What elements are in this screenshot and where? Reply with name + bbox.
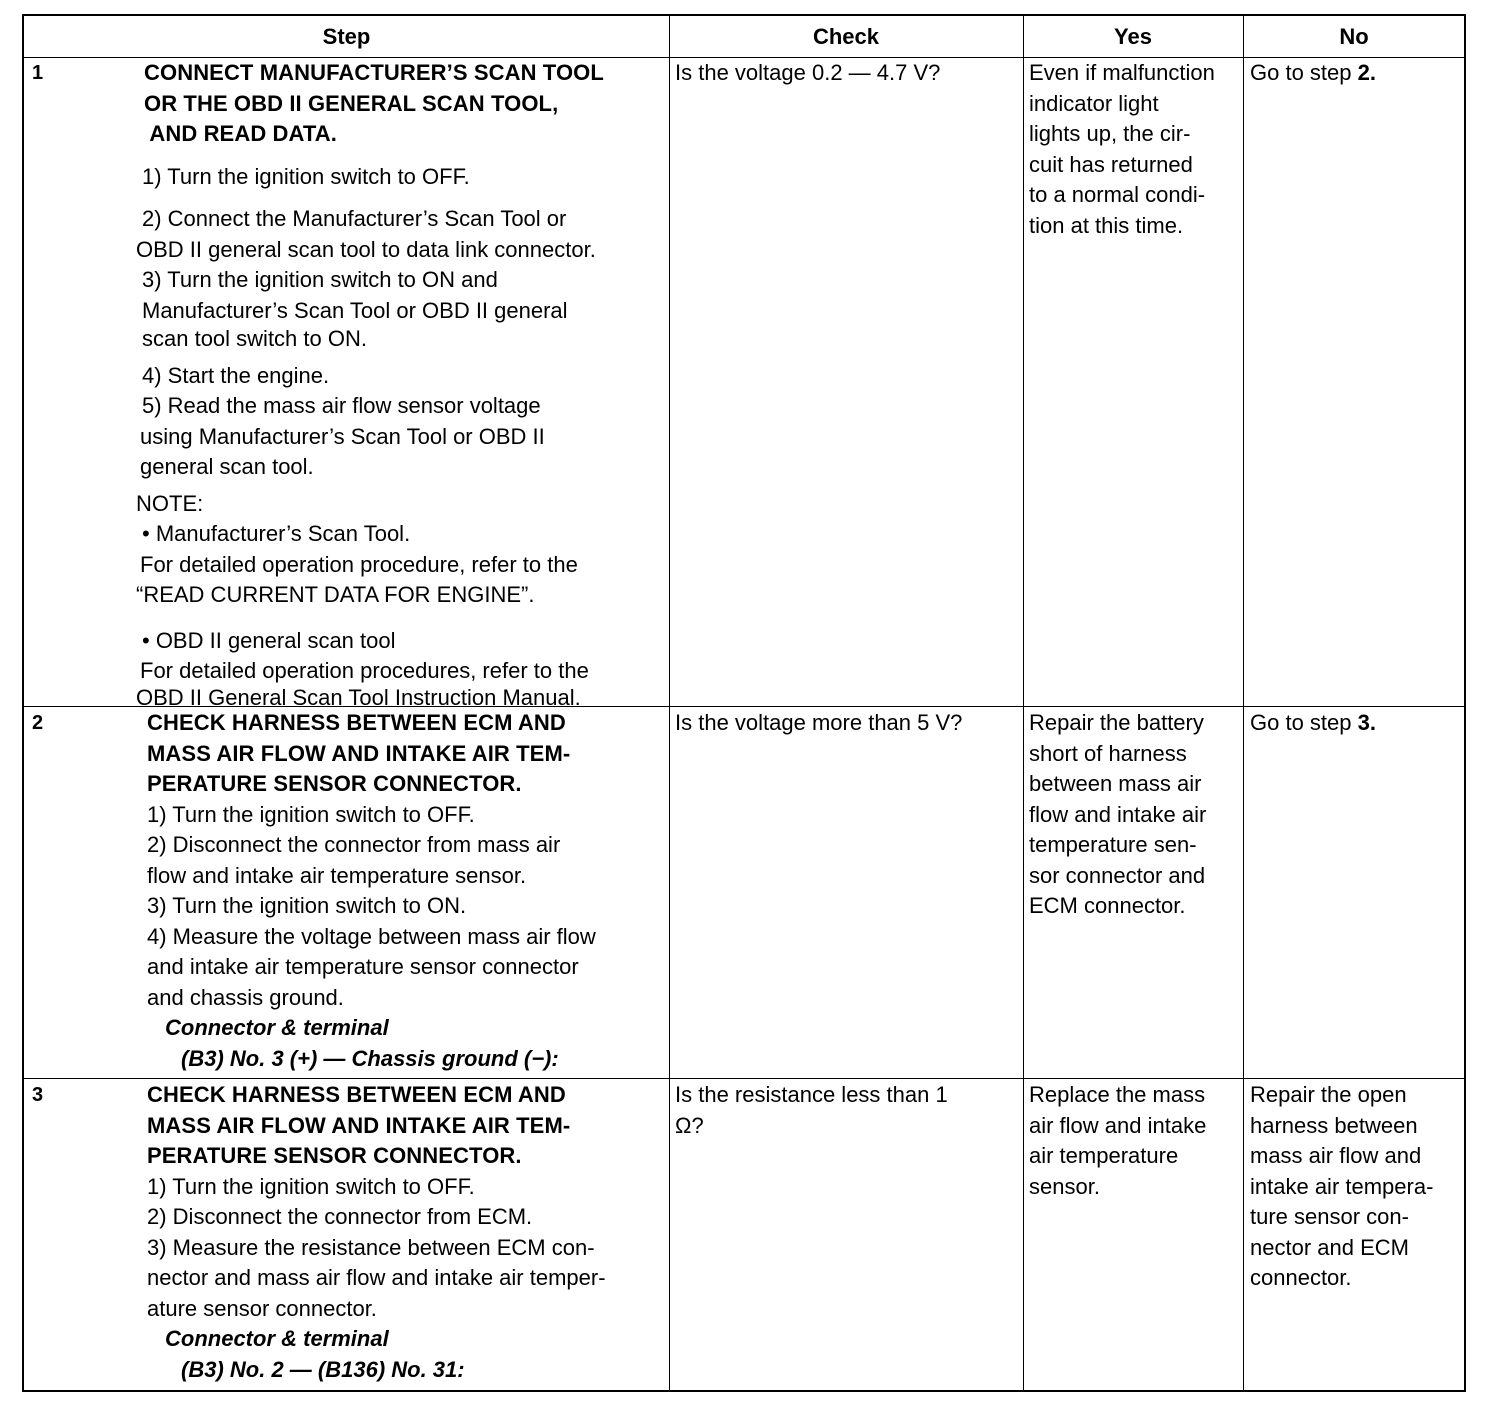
step-title-line: AND READ DATA. bbox=[144, 121, 337, 146]
yes-line: lights up, the cir- bbox=[1029, 121, 1191, 146]
check-cell: Is the voltage 0.2 — 4.7 V? bbox=[675, 60, 941, 85]
instruction-line: 1) Turn the ignition switch to OFF. bbox=[142, 163, 470, 189]
yes-line: short of harness bbox=[1029, 740, 1187, 766]
check-line: Is the resistance less than 1 bbox=[675, 1082, 948, 1107]
step-number: 3 bbox=[32, 1084, 44, 1106]
header-step: Step bbox=[322, 24, 371, 49]
no-text: Go to step bbox=[1250, 60, 1358, 85]
instruction-line: 1) Turn the ignition switch to OFF. bbox=[147, 1173, 475, 1199]
instruction-line: 3) Turn the ignition switch to ON. bbox=[147, 893, 467, 918]
note-label: NOTE: bbox=[136, 490, 204, 516]
step-title-line: OR THE OBD II GENERAL SCAN TOOL, bbox=[144, 90, 559, 116]
step-title-line: PERATURE SENSOR CONNECTOR. bbox=[147, 771, 522, 796]
yes-line: sor connector and bbox=[1029, 862, 1206, 888]
check-cell bbox=[675, 1080, 1020, 1141]
yes-cell bbox=[1029, 1080, 1241, 1202]
step-title-line: CHECK HARNESS BETWEEN ECM AND bbox=[147, 710, 566, 735]
yes-line: Replace the mass bbox=[1029, 1082, 1206, 1107]
yes-line: air flow and intake bbox=[1029, 1112, 1207, 1138]
instruction-line: using Manufacturer’s Scan Tool or OBD II bbox=[140, 423, 545, 449]
connector-terminal-value: (B3) No. 2 — (B136) No. 31: bbox=[181, 1356, 465, 1382]
instruction-line: For detailed operation procedure, refer to the bbox=[140, 551, 578, 577]
instruction-line: OBD II general scan tool to data link connector. bbox=[136, 236, 596, 262]
instruction-line: 4) Start the engine. bbox=[142, 362, 330, 388]
step-number: 2 bbox=[32, 712, 44, 734]
no-line: mass air flow and bbox=[1250, 1143, 1422, 1168]
connector-terminal-value: (B3) No. 3 (+) — Chassis ground (−): bbox=[181, 1045, 559, 1071]
instruction-line: 2) Connect the Manufacturer’s Scan Tool or bbox=[142, 206, 567, 231]
yes-line: tion at this time. bbox=[1029, 212, 1184, 238]
yes-line: air temperature bbox=[1029, 1143, 1179, 1168]
no-line: intake air tempera- bbox=[1250, 1173, 1434, 1199]
step-title bbox=[138, 58, 666, 150]
step-title-line: MASS AIR FLOW AND INTAKE AIR TEM- bbox=[147, 1112, 571, 1138]
instruction-line: Manufacturer’s Scan Tool or OBD II general bbox=[142, 297, 568, 323]
no-line: ture sensor con- bbox=[1250, 1204, 1409, 1229]
no-line: harness between bbox=[1250, 1112, 1418, 1138]
yes-cell bbox=[1029, 58, 1241, 241]
step-title bbox=[147, 708, 675, 800]
no-step-ref: 2. bbox=[1357, 60, 1376, 85]
yes-line: indicator light bbox=[1029, 90, 1159, 116]
row-divider bbox=[24, 1078, 1464, 1079]
connector-terminal-label: Connector & terminal bbox=[165, 1015, 389, 1040]
no-cell bbox=[1250, 1080, 1462, 1294]
no-step-ref: 3. bbox=[1357, 710, 1376, 735]
column-divider bbox=[1023, 16, 1024, 1390]
instruction-line: 5) Read the mass air flow sensor voltage bbox=[142, 393, 541, 418]
instruction-line: 3) Measure the resistance between ECM con- bbox=[147, 1234, 595, 1260]
instruction-line: 2) Disconnect the connector from ECM. bbox=[147, 1204, 533, 1229]
instruction-line: nector and mass air flow and intake air temper- bbox=[147, 1265, 606, 1290]
step-content bbox=[147, 708, 675, 1074]
instruction-line: For detailed operation procedures, refer to the bbox=[140, 658, 589, 683]
instruction-line: and intake air temperature sensor connector bbox=[147, 954, 579, 979]
no-text: Go to step bbox=[1250, 710, 1358, 735]
header-no: No bbox=[1339, 24, 1369, 49]
step-instructions bbox=[138, 162, 666, 714]
header-yes: Yes bbox=[1114, 24, 1152, 49]
yes-line: to a normal condi- bbox=[1029, 182, 1206, 207]
yes-line: Repair the battery bbox=[1029, 710, 1204, 735]
step-title bbox=[147, 1080, 675, 1172]
no-line: Repair the open bbox=[1250, 1082, 1407, 1107]
step-title-line: MASS AIR FLOW AND INTAKE AIR TEM- bbox=[147, 740, 571, 766]
yes-line: flow and intake air bbox=[1029, 801, 1207, 827]
instruction-line: scan tool switch to ON. bbox=[142, 326, 367, 351]
yes-line: between mass air bbox=[1029, 771, 1202, 796]
step-title-line: CHECK HARNESS BETWEEN ECM AND bbox=[147, 1082, 566, 1107]
instruction-line: and chassis ground. bbox=[147, 984, 344, 1010]
instruction-line: 3) Turn the ignition switch to ON and bbox=[142, 267, 498, 292]
step-instructions bbox=[147, 800, 675, 1014]
column-divider bbox=[1243, 16, 1244, 1390]
no-line: connector. bbox=[1250, 1265, 1352, 1290]
yes-line: Even if malfunction bbox=[1029, 60, 1215, 85]
header-check: Check bbox=[812, 24, 880, 49]
check-cell: Is the voltage more than 5 V? bbox=[675, 710, 963, 735]
step-content bbox=[147, 1080, 675, 1385]
connector-terminal-label: Connector & terminal bbox=[165, 1326, 389, 1351]
instruction-line: “READ CURRENT DATA FOR ENGINE”. bbox=[136, 582, 535, 607]
yes-line: ECM connector. bbox=[1029, 893, 1186, 918]
yes-cell bbox=[1029, 708, 1241, 922]
step-content bbox=[138, 58, 666, 713]
step-title-line: PERATURE SENSOR CONNECTOR. bbox=[147, 1143, 522, 1168]
no-cell bbox=[1250, 708, 1462, 739]
step-title-line: CONNECT MANUFACTURER’S SCAN TOOL bbox=[144, 60, 604, 85]
instruction-line: ature sensor connector. bbox=[147, 1295, 377, 1321]
check-line: Ω? bbox=[675, 1112, 704, 1138]
instruction-line: general scan tool. bbox=[140, 454, 314, 479]
step-number: 1 bbox=[32, 62, 44, 84]
instruction-line: 1) Turn the ignition switch to OFF. bbox=[147, 801, 475, 827]
yes-line: temperature sen- bbox=[1029, 832, 1197, 857]
yes-line: sensor. bbox=[1029, 1173, 1100, 1199]
diagnostic-table bbox=[22, 14, 1466, 1392]
step-instructions bbox=[147, 1172, 675, 1325]
no-line: nector and ECM bbox=[1250, 1234, 1409, 1260]
instruction-line: flow and intake air temperature sensor. bbox=[147, 862, 527, 888]
instruction-line: • OBD II general scan tool bbox=[142, 627, 396, 653]
instruction-line: 2) Disconnect the connector from mass air bbox=[147, 832, 561, 857]
instruction-line: 4) Measure the voltage between mass air flow bbox=[147, 923, 596, 949]
no-cell bbox=[1250, 58, 1462, 89]
instruction-line: OBD II General Scan Tool Instruction Manual. bbox=[136, 684, 581, 710]
yes-line: cuit has returned bbox=[1029, 151, 1193, 177]
instruction-line: • Manufacturer’s Scan Tool. bbox=[142, 521, 411, 546]
